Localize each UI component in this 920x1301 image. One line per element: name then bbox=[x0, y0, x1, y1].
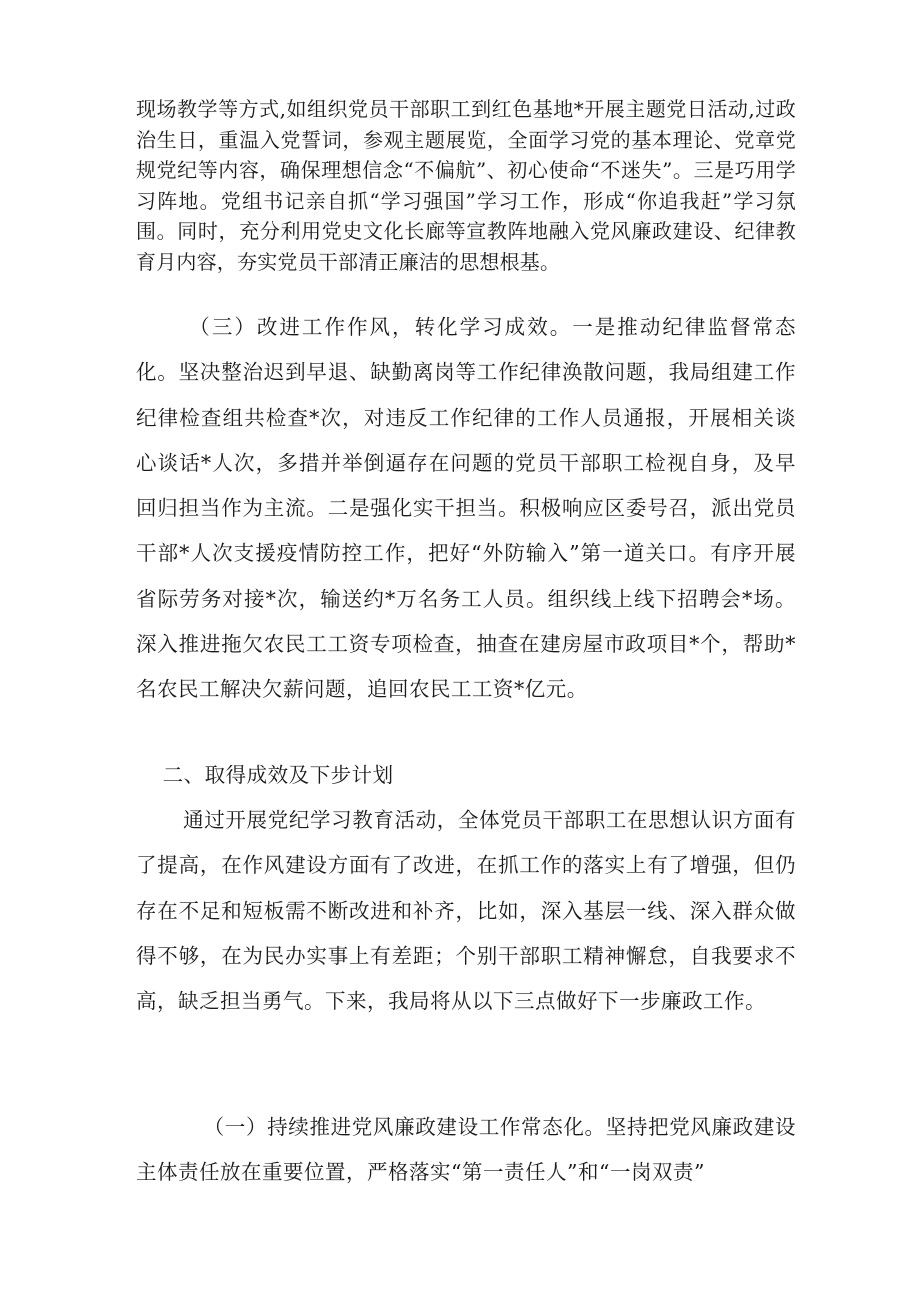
body-paragraph-study-methods: 现场教学等方式,如组织党员干部职工到红色基地*开展主题党日活动,过政治生日，重温入党誓词，参观主题展览，全面学习党的基本理论、党章党规党纪等内容，确保理想信念“不偏航”、初心使命“不迷失”。三是巧用学习阵地。党组书记亲自抓“学习强国”学习工作，形成“你追我赶”学习氛围。同时，充分利用党史文化长廊等宣教阵地融入党风廉政建设、纪律教育月内容，夯实党员干部清正廉洁的思想根基。 bbox=[136, 97, 796, 274]
section-heading-results-plan: 二、取得成效及下步计划 bbox=[162, 763, 394, 787]
body-paragraph-work-style: （三）改进工作作风，转化学习成效。一是推动纪律监督常态化。坚决整治迟到早退、缺勤离岗等工作纪律涣散问题，我局组建工作纪律检查组共检查*次，对违反工作纪律的工作人员通报，开展相关谈心谈话*人次，多措并举倒逼存在问题的党员干部职工检视自身，及早回归担当作为主流。二是强化实干担当。积极响应区委号召，派出党员干部*人次支援疫情防控工作，把好“外防输入”第一道关口。有序开展省际劳务对接*次，输送约*万名务工人员。组织线上线下招聘会*场。深入推进拖欠农民工工资专项检查，抽查在建房屋市政项目*个，帮助*名农民工解决欠薪问题，追回农民工工资*亿元。 bbox=[136, 315, 796, 702]
body-paragraph-next-step: （一）持续推进党风廉政建设工作常态化。坚持把党风廉政建设主体责任放在重要位置，严格落实“第一责任人”和“一岗双责” bbox=[136, 1115, 796, 1185]
body-paragraph-results: 通过开展党纪学习教育活动，全体党员干部职工在思想认识方面有了提高，在作风建设方面有了改进，在抓工作的落实上有了增强，但仍存在不足和短板需不断改进和补齐，比如，深入基层一线、深入群众做得不够，在为民办实事上有差距；个别干部职工精神懈怠，自我要求不高，缺乏担当勇气。下来，我局将从以下三点做好下一步廉政工作。 bbox=[136, 808, 796, 1014]
